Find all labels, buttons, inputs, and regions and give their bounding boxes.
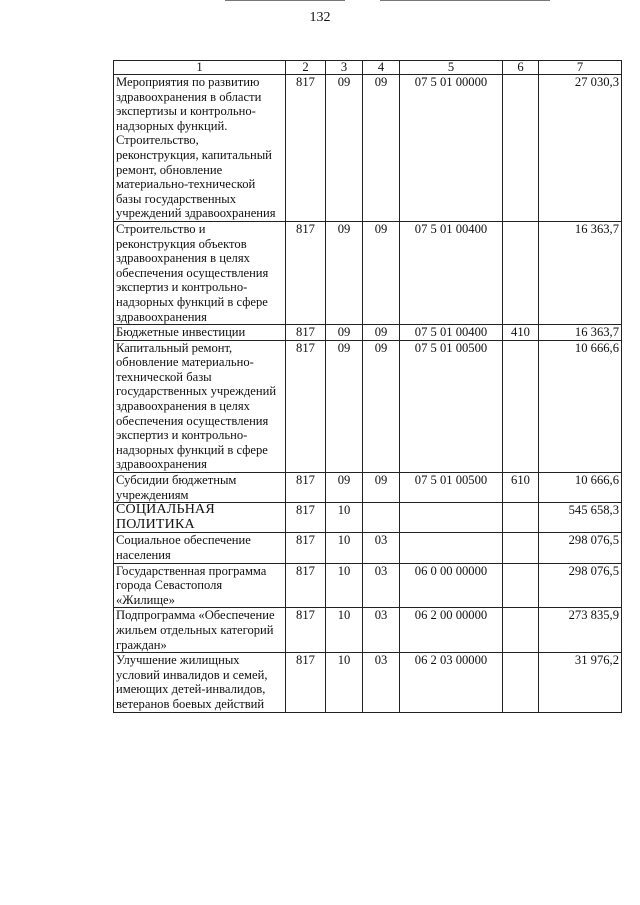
row-subsection-code: 09: [363, 325, 400, 341]
row-ministry-code: 817: [286, 75, 326, 222]
header-col-2: 2: [286, 61, 326, 75]
row-name: Мероприятия по развитию здравоохранения в области экспертизы и контрольно-надзорных функций. Строительство, реконструкция, капитальный ремонт, обновление материально-технической базы государственных учреждений здравоохранения: [114, 75, 286, 222]
row-target-code: 07 5 01 00000: [400, 75, 503, 222]
page-number: 132: [309, 10, 331, 25]
row-section-code: 09: [326, 221, 363, 324]
row-amount: 16 363,7: [539, 325, 622, 341]
table-row: [114, 473, 622, 503]
header-col-1: 1: [114, 61, 286, 75]
row-target-code: 06 0 00 00000: [400, 563, 503, 608]
row-amount: 298 076,5: [539, 533, 622, 563]
row-target-code: 07 5 01 00400: [400, 325, 503, 341]
row-expense-code: [503, 533, 539, 563]
table-header-row: [114, 61, 622, 75]
row-ministry-code: 817: [286, 563, 326, 608]
row-subsection-code: 09: [363, 340, 400, 472]
row-section-code: 10: [326, 503, 363, 533]
table-row: [114, 503, 622, 533]
header-col-3: 3: [326, 61, 363, 75]
header-col-7: 7: [539, 61, 622, 75]
row-expense-code: 410: [503, 325, 539, 341]
row-subsection-code: 03: [363, 608, 400, 653]
row-name: Капитальный ремонт, обновление материально-технической базы государственных учреждений здравоохранения в целях обеспечения осуществления экспертиз и контрольно-надзорных функций в сфере здравоохранения: [114, 340, 286, 472]
row-amount: 16 363,7: [539, 221, 622, 324]
table-row: [114, 75, 622, 222]
row-section-code: 10: [326, 533, 363, 563]
row-name: Улучшение жилищных условий инвалидов и семей, имеющих детей-инвалидов, ветеранов боевых действий: [114, 653, 286, 712]
row-expense-code: [503, 563, 539, 608]
row-subsection-code: 03: [363, 563, 400, 608]
row-section-code: 10: [326, 563, 363, 608]
header-col-5: 5: [400, 61, 503, 75]
row-amount: 27 030,3: [539, 75, 622, 222]
row-subsection-code: 09: [363, 221, 400, 324]
header-col-4: 4: [363, 61, 400, 75]
row-ministry-code: 817: [286, 221, 326, 324]
row-expense-code: [503, 75, 539, 222]
row-section-code: 09: [326, 340, 363, 472]
row-expense-code: [503, 608, 539, 653]
table-row: [114, 533, 622, 563]
row-section-code: 09: [326, 325, 363, 341]
row-target-code: 07 5 01 00500: [400, 340, 503, 472]
row-target-code: 07 5 01 00500: [400, 473, 503, 503]
row-amount: 298 076,5: [539, 563, 622, 608]
row-amount: 545 658,3: [539, 503, 622, 533]
row-expense-code: [503, 503, 539, 533]
row-target-code: 06 2 00 00000: [400, 608, 503, 653]
row-section-code: 10: [326, 608, 363, 653]
row-ministry-code: 817: [286, 340, 326, 472]
row-ministry-code: 817: [286, 473, 326, 503]
row-name: Строительство и реконструкция объектов здравоохранения в целях обеспечения осуществления экспертиз и контрольно-надзорных функций в сфере здравоохранения: [114, 221, 286, 324]
row-name: Субсидии бюджетным учреждениям: [114, 473, 286, 503]
row-ministry-code: 817: [286, 653, 326, 712]
row-amount: 10 666,6: [539, 473, 622, 503]
table-row: [114, 325, 622, 341]
top-rule-left: [225, 0, 345, 1]
row-subsection-code: 09: [363, 473, 400, 503]
row-subsection-code: 03: [363, 533, 400, 563]
table-row: [114, 340, 622, 472]
row-expense-code: [503, 340, 539, 472]
row-amount: 31 976,2: [539, 653, 622, 712]
row-target-code: 07 5 01 00400: [400, 221, 503, 324]
row-ministry-code: 817: [286, 533, 326, 563]
row-expense-code: [503, 221, 539, 324]
table-row: [114, 608, 622, 653]
row-amount: 10 666,6: [539, 340, 622, 472]
table-row: [114, 653, 622, 712]
table-row: [114, 221, 622, 324]
row-section-code: 10: [326, 653, 363, 712]
row-amount: 273 835,9: [539, 608, 622, 653]
row-subsection-code: [363, 503, 400, 533]
row-ministry-code: 817: [286, 503, 326, 533]
top-rule-right: [380, 0, 550, 1]
row-name: Бюджетные инвестиции: [114, 325, 286, 341]
budget-table: [113, 60, 622, 713]
row-ministry-code: 817: [286, 608, 326, 653]
row-subsection-code: 03: [363, 653, 400, 712]
row-target-code: [400, 533, 503, 563]
row-name: Социальное обеспечение населения: [114, 533, 286, 563]
row-target-code: 06 2 03 00000: [400, 653, 503, 712]
table-row: [114, 563, 622, 608]
row-subsection-code: 09: [363, 75, 400, 222]
row-section-code: 09: [326, 75, 363, 222]
row-expense-code: [503, 653, 539, 712]
row-section-code: 09: [326, 473, 363, 503]
row-target-code: [400, 503, 503, 533]
row-ministry-code: 817: [286, 325, 326, 341]
row-name: Государственная программа города Севастополя «Жилище»: [114, 563, 286, 608]
row-name: СОЦИАЛЬНАЯ ПОЛИТИКА: [114, 503, 286, 533]
header-col-6: 6: [503, 61, 539, 75]
row-expense-code: 610: [503, 473, 539, 503]
row-name: Подпрограмма «Обеспечение жильем отдельных категорий граждан»: [114, 608, 286, 653]
